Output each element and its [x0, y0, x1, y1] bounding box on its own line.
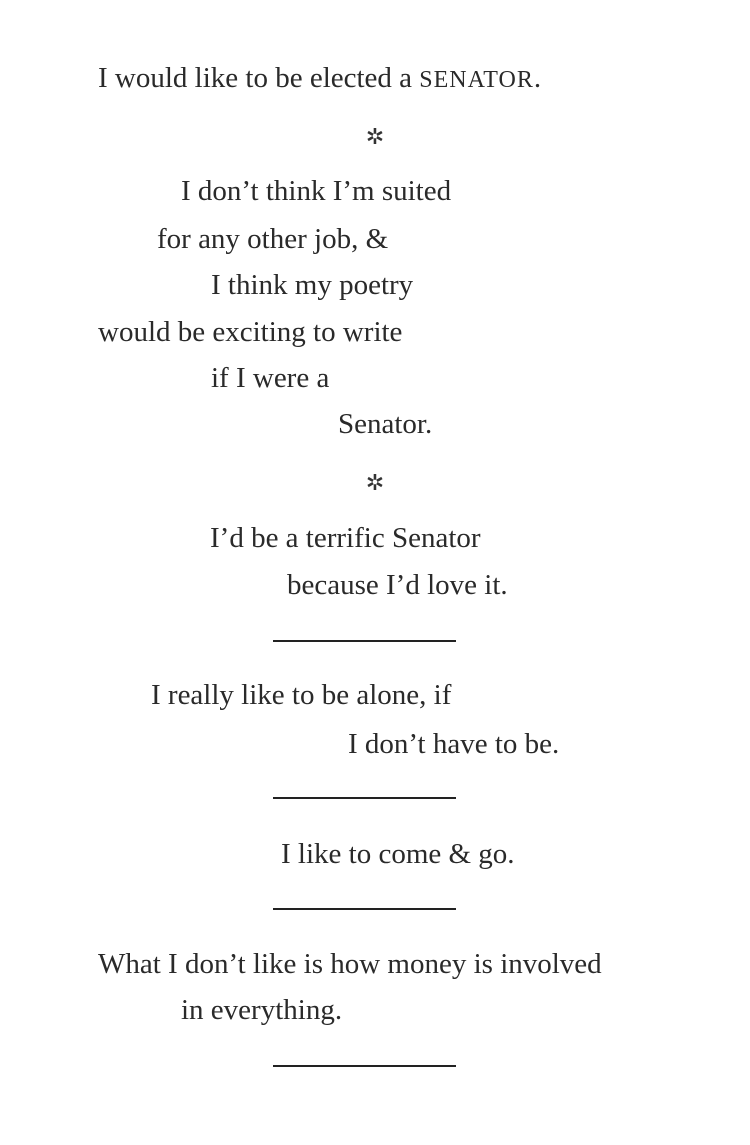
section-divider: [273, 908, 456, 910]
line-if-i-were: if I were a: [211, 362, 330, 394]
line-senator-text: I would like to be elected a: [98, 62, 420, 94]
line-money: What I don’t like is how money is involved: [98, 948, 602, 980]
line-poetry: I think my poetry: [211, 269, 414, 301]
line-come-go: I like to come & go.: [281, 838, 515, 870]
line-senator-word: Senator.: [338, 408, 433, 440]
section-divider: [273, 640, 456, 642]
line-alone: I really like to be alone, if: [151, 679, 452, 711]
line-senator: [98, 64, 541, 93]
line-everything: in everything.: [181, 994, 343, 1026]
section-divider: [273, 797, 456, 799]
section-divider: [273, 1065, 456, 1067]
line-terrific: I’d be a terrific Senator: [210, 522, 481, 554]
line-senator-smallcaps: SENATOR: [419, 67, 534, 93]
line-exciting: would be exciting to write: [98, 316, 403, 348]
asterisk-ornament-icon: ✲: [365, 470, 385, 495]
line-have-to-be: I don’t have to be.: [348, 728, 560, 760]
asterisk-ornament-icon: ✲: [365, 124, 385, 149]
line-other-job: for any other job, &: [157, 223, 389, 255]
line-suited: I don’t think I’m suited: [181, 175, 452, 207]
line-senator-period: .: [533, 62, 542, 94]
line-love-it: because I’d love it.: [287, 569, 508, 601]
